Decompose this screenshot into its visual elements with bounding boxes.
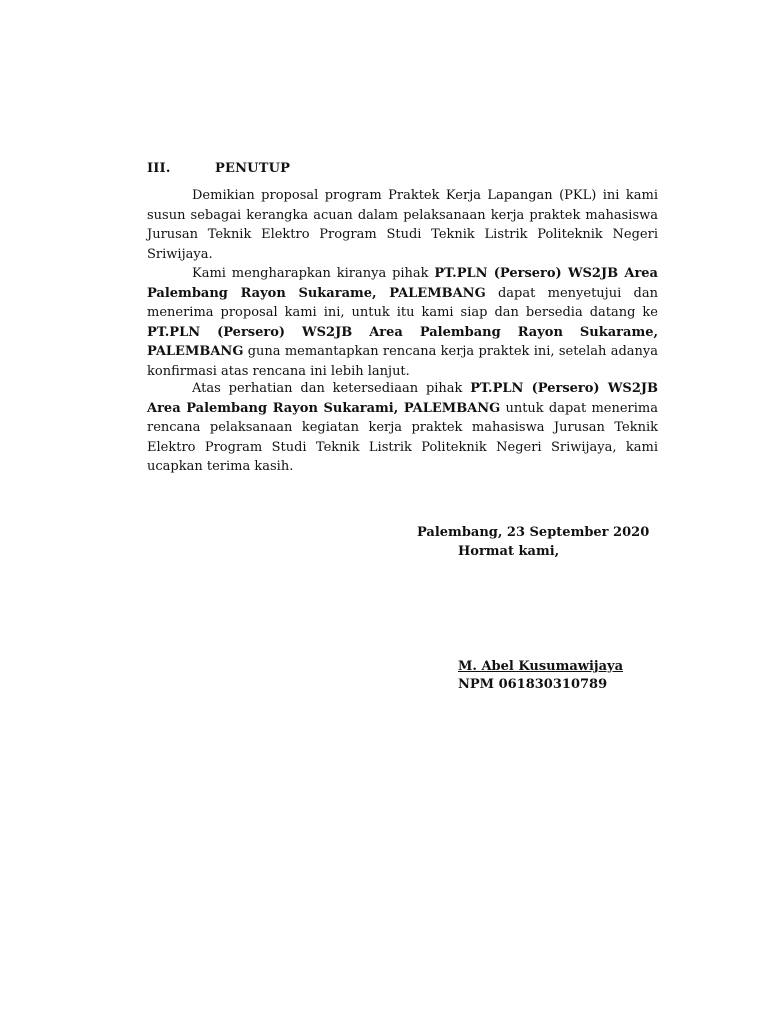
paragraph-2-text-3: guna memantapkan rencana kerja praktek ini, setelah adanya konfirmasi atas rencana ini lebih lanjut. xyxy=(147,344,658,379)
section-title: PENUTUP xyxy=(215,161,291,176)
paragraph-1 xyxy=(147,186,658,264)
paragraph-2-company-1: PT.PLN (Persero) WS2JB Area Palembang Rayon Sukarame, PALEMBANG xyxy=(147,266,658,301)
section-heading xyxy=(147,161,290,176)
paragraph-2-company-2: PT.PLN (Persero) WS2JB Area Palembang Rayon Sukarame, PALEMBANG xyxy=(147,324,658,360)
place-date: Palembang, 23 September 2020 xyxy=(417,525,650,540)
paragraph-3 xyxy=(147,379,658,477)
section-number: III. xyxy=(147,161,171,176)
paragraph-2-text-1: Kami mengharapkan kiranya pihak xyxy=(192,266,435,281)
paragraph-3-text-2: untuk dapat menerima rencana pelaksanaan kegiatan kerja praktek mahasiswa Jurusan Teknik Elektro Program Studi Teknik Listrik Politeknik Negeri Sriwijaya, kami ucapkan terima kasih. xyxy=(147,400,658,475)
paragraph-1-text: Demikian proposal program Praktek Kerja Lapangan (PKL) ini kami susun sebagai kerangka acuan dalam pelaksanaan kerja praktek mahasiswa Jurusan Teknik Elektro Program Studi Teknik Listrik Politeknik Negeri Sriwijaya. xyxy=(147,188,658,262)
signer-npm: NPM 061830310789 xyxy=(458,677,608,692)
paragraph-2-text-2: dapat menyetujui dan menerima proposal kami ini, untuk itu kami siap dan bersedia datang ke xyxy=(147,285,658,321)
paragraph-2 xyxy=(147,264,658,382)
paragraph-3-company: PT.PLN (Persero) WS2JB Area Palembang Rayon Sukarami, PALEMBANG xyxy=(147,381,659,416)
closing-regards: Hormat kami, xyxy=(458,544,560,559)
paragraph-3-text-1: Atas perhatian dan ketersediaan pihak xyxy=(192,381,471,396)
signer-name: M. Abel Kusumawijaya xyxy=(458,659,624,674)
